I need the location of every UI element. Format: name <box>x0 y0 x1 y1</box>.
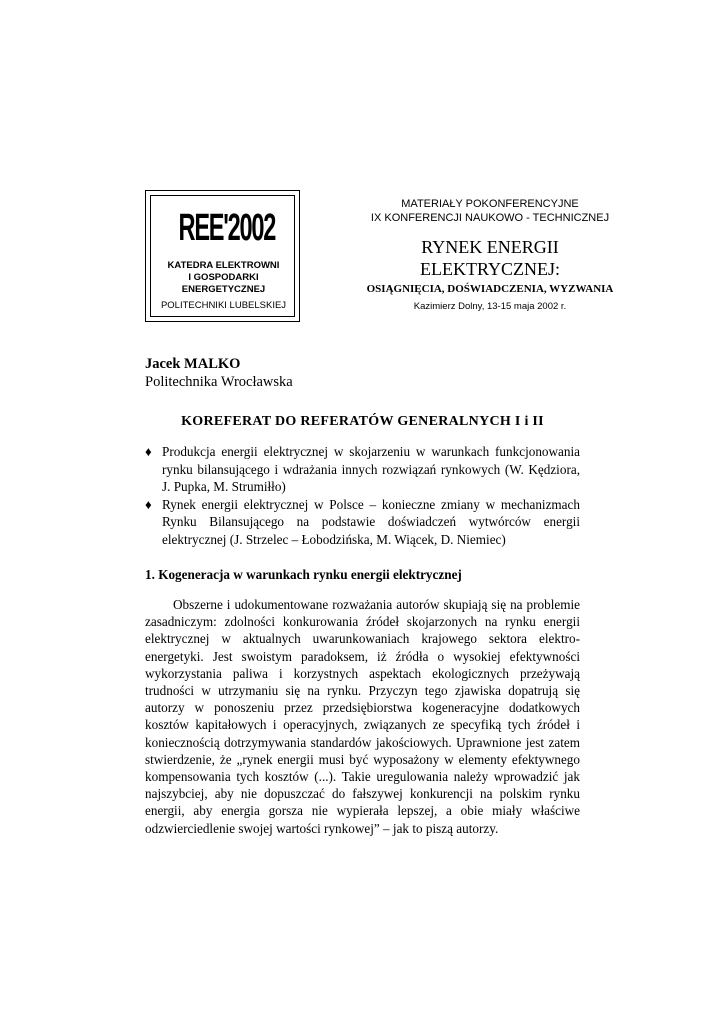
author-name: Jacek MALKO <box>145 356 241 372</box>
list-item-text: Produkcja energii elektrycznej w skojarzeniu w warunkach funkcjonowania rynku bilansującego i wdrażania innych rozwiązań rynkowych (W. Kędziora, J. Pupka, M. Strumiłło) <box>162 444 580 494</box>
conference-title <box>300 236 680 280</box>
materials-line: MATERIAŁY POKONFERENCYJNE <box>401 198 579 210</box>
section-paragraph: Obszerne i udokumentowane rozważania autorów skupiają się na problemie zasadniczym: zdolności konkurowania źródeł skojarzonych na rynku energii elektrycznej w aktualnych uwarunkowaniach krajowego sektora elektroenergetyki. Jest swoistym paradoksem, iż źródła o wysokiej efektywności wykorzystania paliwa i korzystnych aspektach ekologicznych przeżywają trudności w utrzymaniu się na rynku. Przyczyn tego zjawiska dopatrują się autorzy w ponoszeniu przez przedsiębiorstwa kogeneracyjne dodatkowych kosztów kapitałowych i operacyjnych, związanych ze specyfiką tych źródeł i koniecznością dotrzymywania standardów jakościowych. Uprawnione jest zatem stwierdzenie, że „rynek energii musi być wyposażony w elementy efektywnego kompensowania tych kosztów (...). Takie uregulowania należy wprowadzić jak najszybciej, aby nie dopuszczać do fałszywej konkurencji na polskim rynku energii, aby energia gorsza nie wypierała lepszej, a obie miały właściwe odzwierciedlenie swojej wartości rynkowej” – jak to piszą autorzy. <box>145 597 580 836</box>
conference-title-line: ELEKTRYCZNEJ: <box>420 259 560 279</box>
author-block <box>145 355 293 391</box>
diamond-bullet-icon: ♦ <box>145 444 152 459</box>
conference-place-date: Kazimierz Dolny, 13-15 maja 2002 r. <box>413 301 567 312</box>
conference-logo-box <box>145 190 300 322</box>
list-item-text: Rynek energii elektrycznej w Polsce – konieczne zmiany w mechanizmach Rynku Bilansującego na podstawie doświadczeń wytwórców energii elektrycznej (J. Strzelec – Łobodzińska, M. Wiącek, D. Niemiec) <box>162 496 580 547</box>
department-line: I GOSPODARKI <box>188 272 259 283</box>
department-line: KATEDRA ELEKTROWNI <box>167 260 280 271</box>
list-item <box>145 443 580 496</box>
conference-subtitle: OSIĄGNIĘCIA, DOŚWIADCZENIA, WYZWANIA <box>366 283 614 295</box>
conference-title-line: RYNEK ENERGII <box>421 237 559 257</box>
list-item <box>145 496 580 549</box>
conference-materials <box>300 197 680 225</box>
referenced-papers-list <box>145 443 580 548</box>
conference-logo-mark: REE'2002 <box>178 207 276 249</box>
diamond-bullet-icon: ♦ <box>145 496 152 512</box>
department-name <box>151 260 296 296</box>
conference-logo-inner <box>150 195 295 317</box>
university-name: POLITECHNIKI LUBELSKIEJ <box>160 300 287 311</box>
section-heading: 1. Kogeneracja w warunkach rynku energii elektrycznej <box>145 567 462 582</box>
materials-line: IX KONFERENCJI NAUKOWO - TECHNICZNEJ <box>370 212 610 224</box>
department-line: ENERGETYCZNEJ <box>181 284 266 295</box>
author-affiliation: Politechnika Wrocławska <box>145 374 293 390</box>
document-title: KOREFERAT DO REFERATÓW GENERALNYCH I i II <box>181 414 544 429</box>
